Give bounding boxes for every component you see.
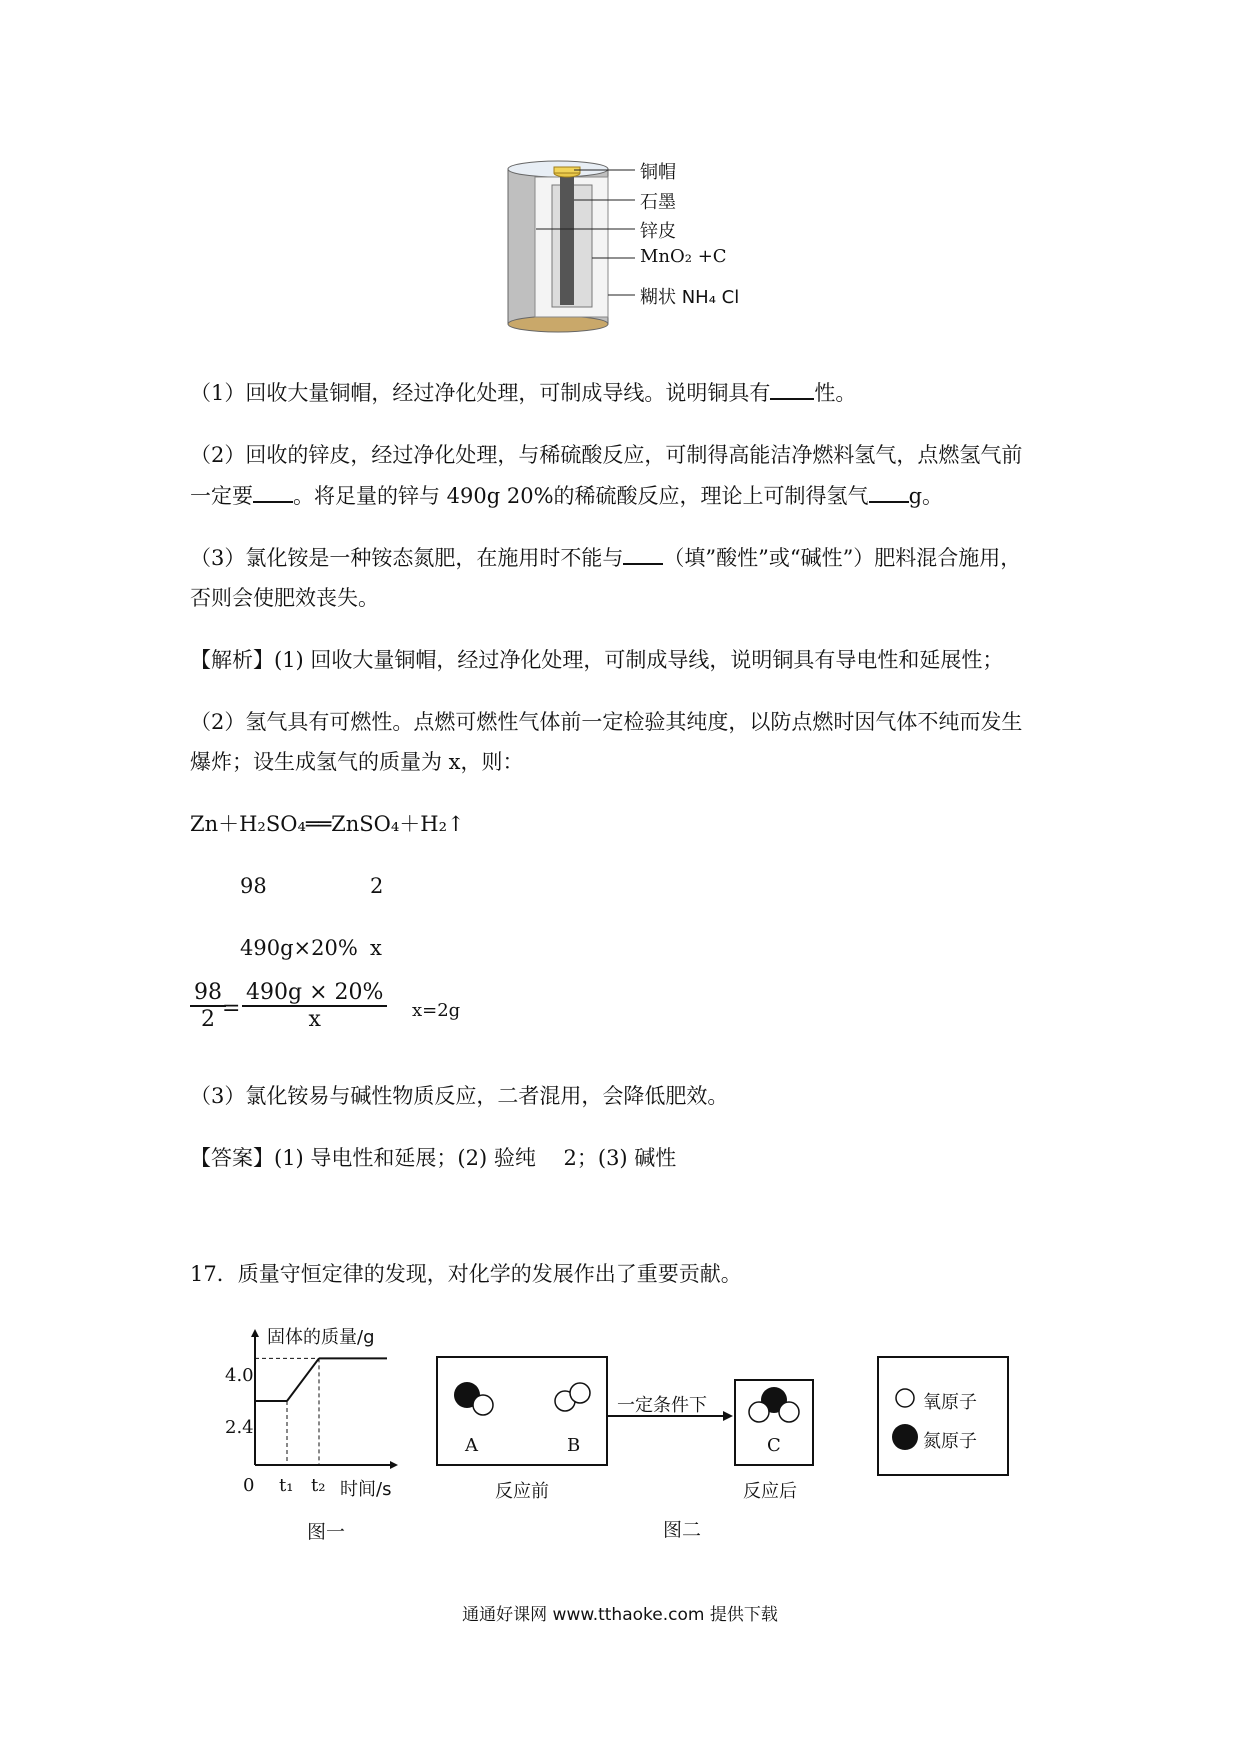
fig1-xlabel: 时间/s — [340, 1479, 392, 1500]
fig1-caption: 图一 — [307, 1521, 346, 1543]
label-copper-cap: 铜帽 — [640, 162, 676, 183]
fig2-arrow-text: 一定条件下 — [617, 1395, 707, 1416]
fig2-label-c: C — [767, 1435, 781, 1456]
q2-blank2 — [869, 483, 909, 503]
label-nh4cl: 糊状 NH₄ Cl — [640, 287, 740, 308]
ratio-row2-b: x — [370, 936, 382, 960]
analysis-p1: 【解析】(1) 回收大量铜帽，经过净化处理，可制成导线，说明铜具有导电性和延展性； — [190, 648, 1004, 672]
q3-line1: （3）氯化铵是一种铵态氮肥，在施用时不能与 （填”酸性”或“碱性”）肥料混合施用， — [190, 546, 1022, 570]
ratio-row1-a: 98 — [240, 874, 267, 898]
fig1-ylabel: 固体的质量/g — [267, 1327, 375, 1348]
fig1-t2: t₂ — [311, 1475, 326, 1496]
label-mno2: MnO₂ +C — [640, 246, 727, 267]
fig1-t1: t₁ — [279, 1475, 294, 1496]
fig2-label-b: B — [567, 1435, 581, 1456]
footer: 通通好课网 www.tthaoke.com 提供下载 — [462, 1605, 778, 1625]
equals-sign: = — [222, 996, 241, 1021]
mass-line-segment — [287, 1358, 319, 1401]
result-x: x=2g — [412, 1000, 461, 1021]
q2-blank1 — [253, 483, 293, 503]
q1-blank — [770, 380, 814, 400]
legend-oxygen: 氧原子 — [923, 1392, 977, 1413]
q1-line: （1）回收大量铜帽，经过净化处理，可制成导线。说明铜具有 性。 — [190, 381, 857, 405]
fig2-before: 反应前 — [495, 1481, 549, 1502]
q2-line1: （2）回收的锌皮，经过净化处理，与稀硫酸反应，可制得高能洁净燃料氢气，点燃氢气前 — [190, 443, 1023, 467]
figure-1 — [215, 1325, 415, 1555]
analysis-p2a: （2）氢气具有可燃性。点燃可燃性气体前一定检验其纯度，以防点燃时因气体不纯而发生 — [190, 710, 1023, 734]
analysis-p3: （3）氯化铵易与碱性物质反应，二者混用，会降低肥效。 — [190, 1084, 729, 1108]
ratio-row1-b: 2 — [370, 874, 384, 898]
q3-line2: 否则会使肥效丧失。 — [190, 586, 379, 610]
reaction-equation: Zn＋H₂SO₄══ZnSO₄＋H₂↑ — [190, 812, 465, 836]
q3-blank — [623, 545, 663, 565]
fig2-after: 反应后 — [743, 1481, 797, 1502]
label-zinc-skin: 锌皮 — [640, 221, 676, 242]
figure-2 — [435, 1355, 1035, 1555]
ratio-row2-a: 490g×20% — [240, 936, 358, 960]
fig2-caption: 图二 — [663, 1519, 702, 1541]
answer-line: 【答案】(1) 导电性和延展；(2) 验纯 2；(3) 碱性 — [190, 1146, 677, 1170]
legend-nitrogen: 氮原子 — [923, 1431, 977, 1452]
fig1-ytick-bottom: 2.4 — [225, 1417, 254, 1438]
fraction-right: $\frac{490g \times 20\%}{x}$ — [242, 980, 387, 1032]
fig2-label-a: A — [465, 1435, 478, 1456]
fig1-ytick-top: 4.0 — [225, 1365, 254, 1386]
q17-line: 17．质量守恒定律的发现，对化学的发展作出了重要贡献。 — [190, 1262, 742, 1286]
analysis-p2b: 爆炸；设生成氢气的质量为 x，则： — [190, 750, 524, 774]
label-graphite: 石墨 — [640, 192, 676, 213]
fig1-origin: 0 — [243, 1475, 255, 1496]
q2-line2: 一定要 。将足量的锌与 490g 20%的稀硫酸反应，理论上可制得氢气 g。 — [190, 484, 944, 508]
fraction-left: $\frac{98}{2}$ — [190, 980, 226, 1032]
battery-figure — [500, 155, 800, 340]
